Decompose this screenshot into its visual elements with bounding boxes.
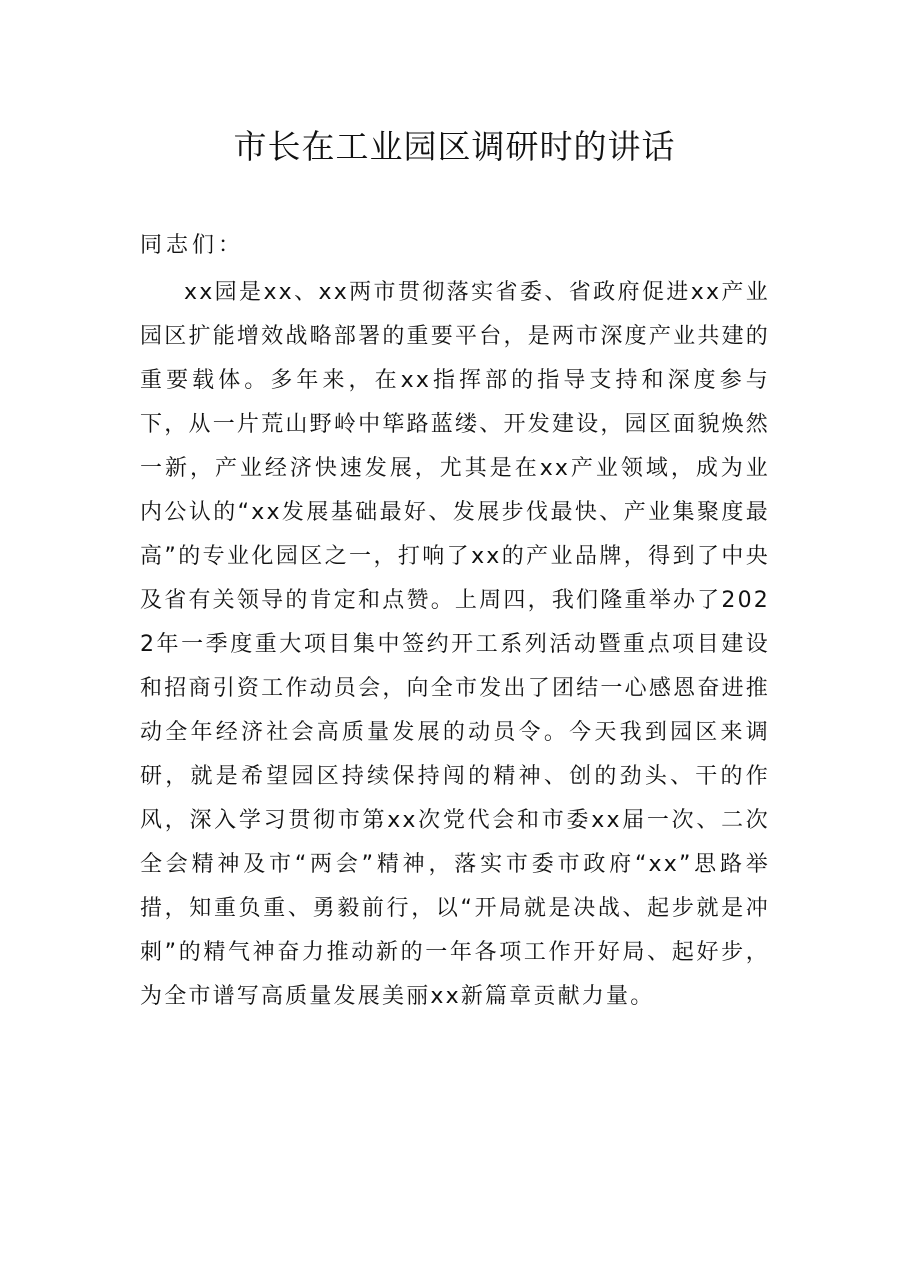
salutation: 同志们： [140,233,245,258]
body-paragraph: xx园是xx、xx两市贯彻落实省委、省政府促进xx产业园区扩能增效战略部署的重要平台，是两市深度产业共建的重要载体。多年来，在xx指挥部的指导支持和深度参与下，从一片荒山野岭中筚路蓝缕、开发建设，园区面貌焕然一新，产业经济快速发展，尤其是在xx产业领域，成为业内公认的“xx发展基础最好、发展步伐最快、产业集聚度最高”的专业化园区之一，打响了xx的产业品牌，得到了中央及省有关领导的肯定和点赞。上周四，我们隆重举办了2022年一季度重大项目集中签约开工系列活动暨重点项目建设和招商引资工作动员会，向全市发出了团结一心感恩奋进推动全年经济社会高质量发展的动员令。今天我到园区来调研，就是希望园区持续保持闯的精神、创的劲头、干的作风，深入学习贯彻市第xx次党代会和市委xx届一次、二次全会精神及市“两会”精神，落实市委市政府“xx”思路举措，知重负重、勇毅前行，以“开局就是决战、起步就是冲刺”的精气神奋力推动新的一年各项工作开好局、起好步，为全市谱写高质量发展美丽xx新篇章贡献力量。 [140,280,770,1009]
document-title: 市长在工业园区调研时的讲话 [233,127,676,166]
